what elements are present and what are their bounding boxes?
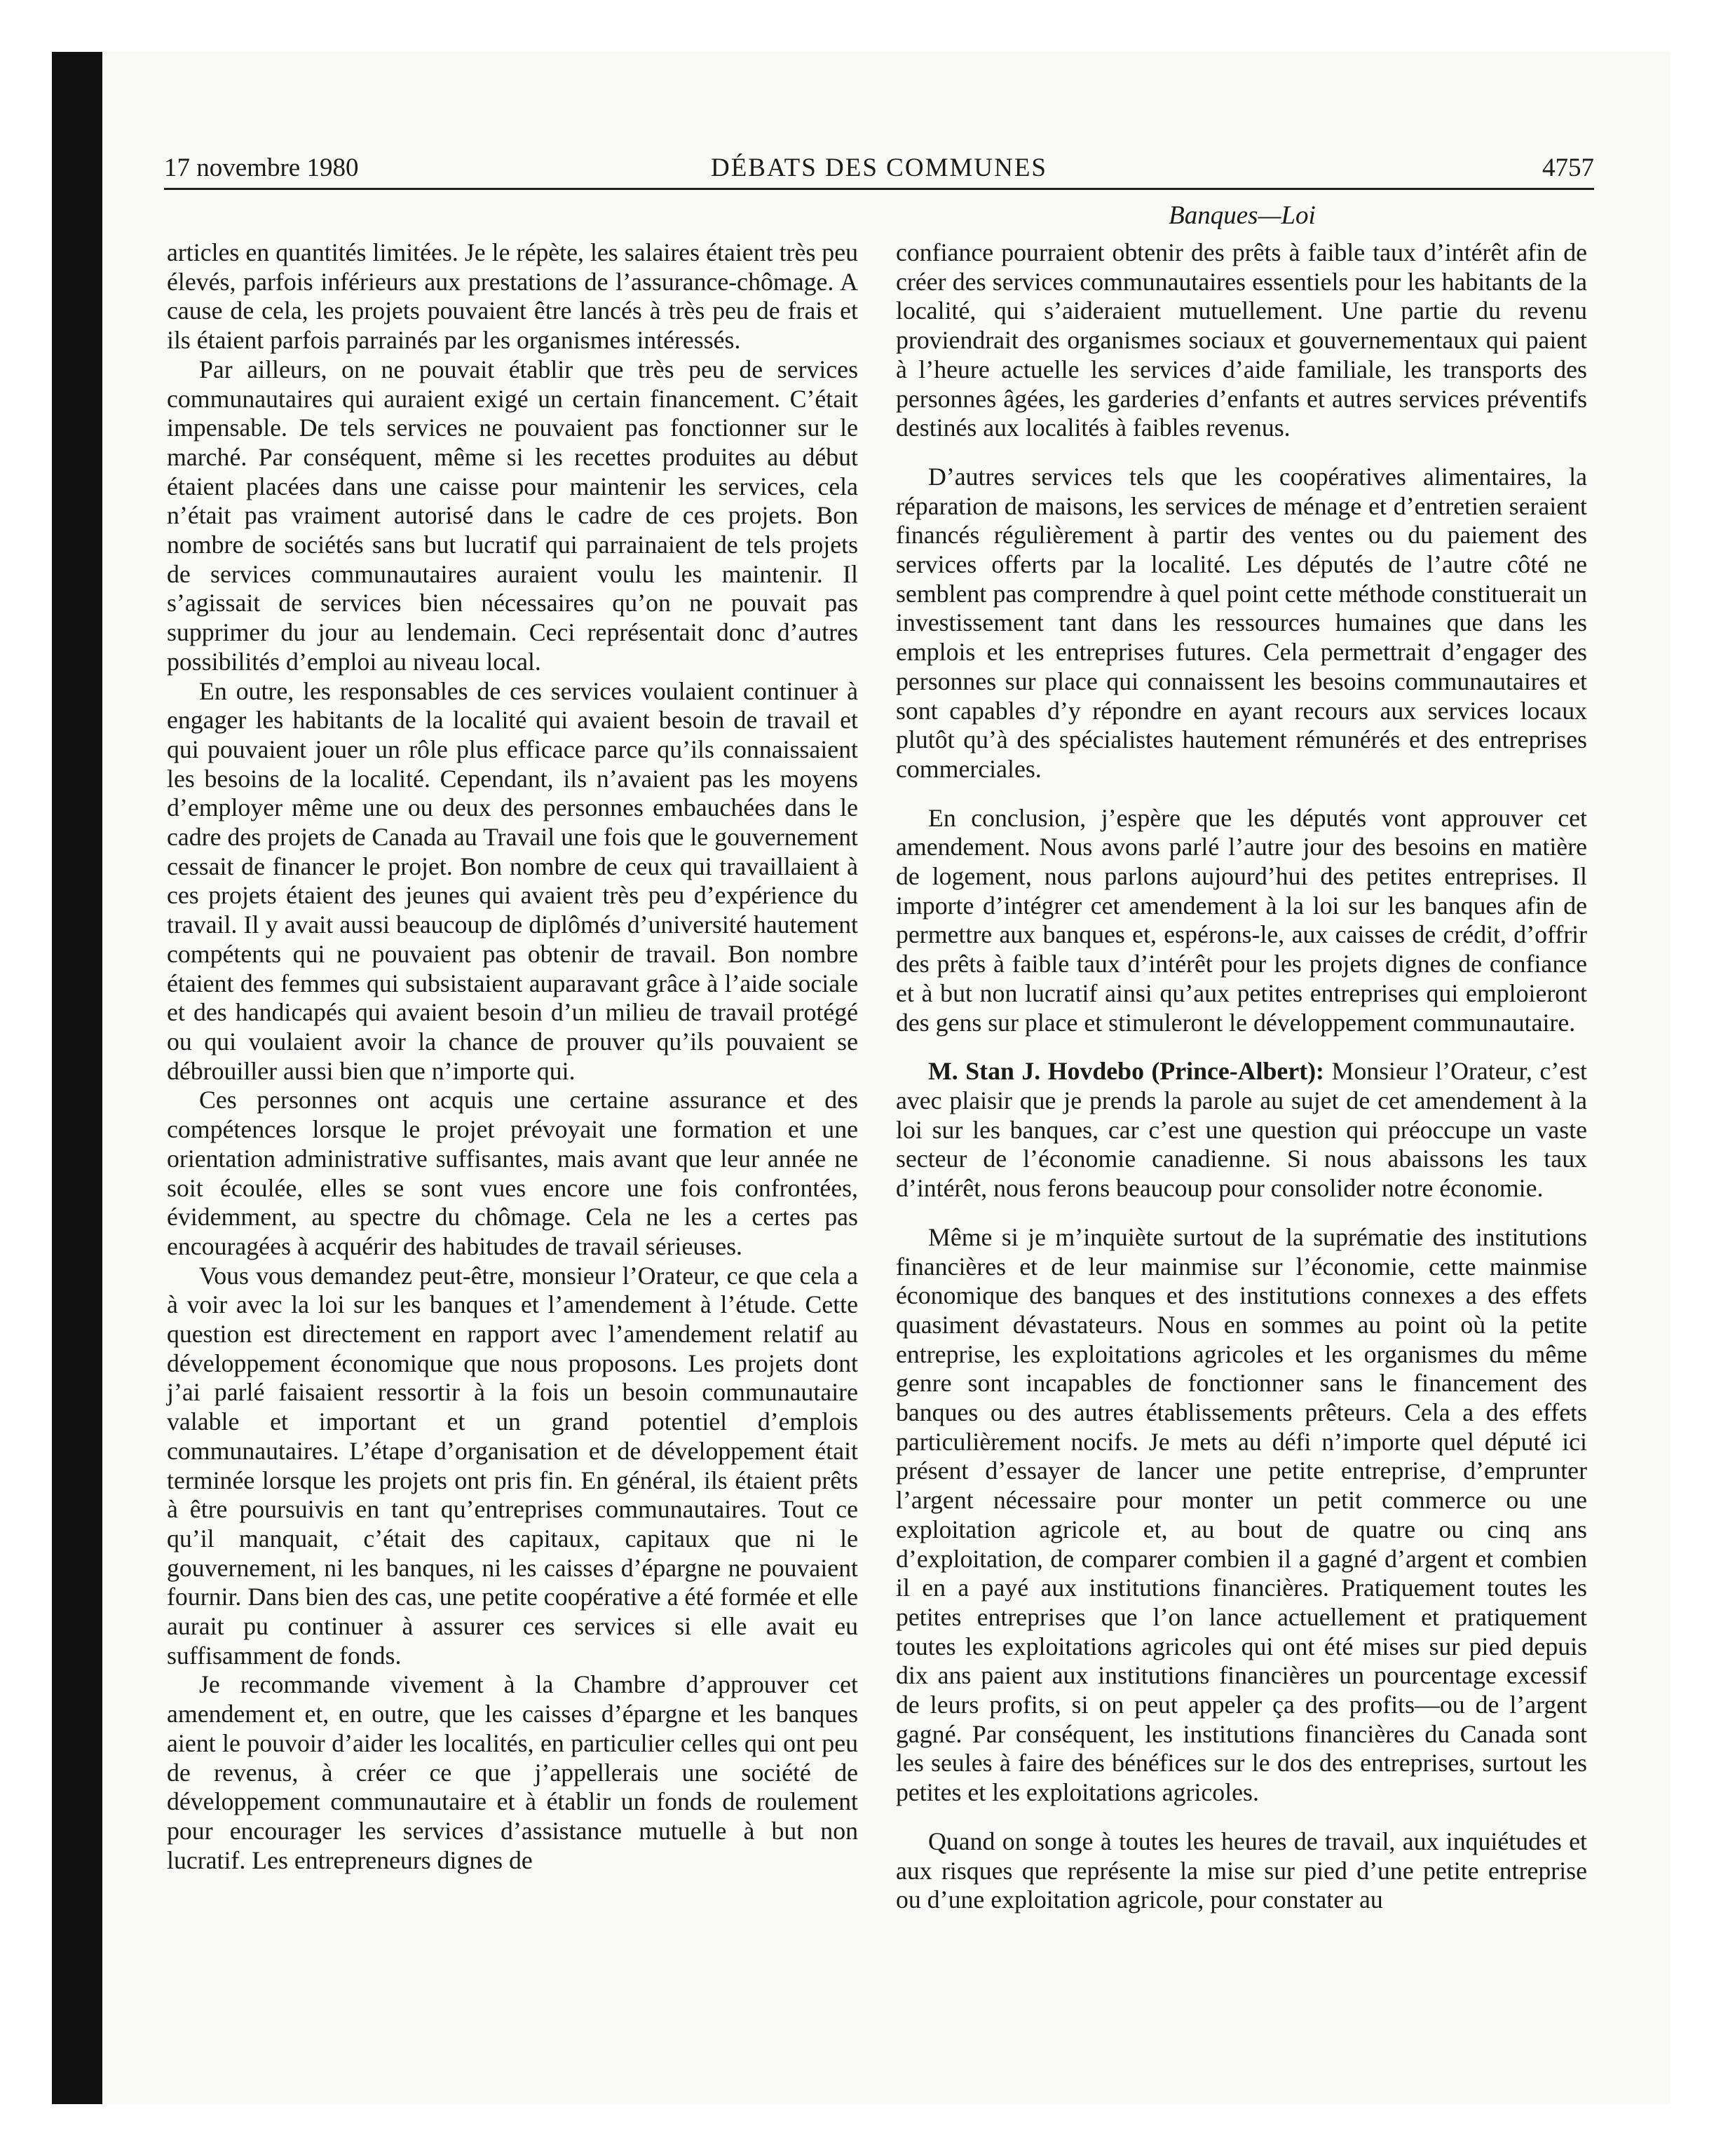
right-column xyxy=(896,238,1587,2047)
paragraph: En outre, les responsables de ces services voulaient continuer à engager les habitants de la localité qui avaient besoin de travail et qui pouvaient jouer un rôle plus efficace parce qu’ils connaissaient les besoins de la localité. Cependant, ils n’avaient pas les moyens d’employer même une ou deux des personnes embauchées dans le cadre des projets de Canada au Travail une fois que le gouvernement cessait de financer le projet. Bon nombre de ceux qui travaillaient à ces projets étaient des jeunes qui avaient très peu d’expérience du travail. Il y avait aussi beaucoup de diplômés d’université hautement compétents qui ne pouvaient pas obtenir de travail. Bon nombre étaient des femmes qui subsistaient auparavant grâce à l’aide sociale et des handicapés qui avaient besoin d’un milieu de travail protégé ou qui voulaient avoir la chance de prouver qu’ils pouvaient se débrouiller aussi bien que n’importe qui. xyxy=(167,676,858,1085)
header-date: 17 novembre 1980 xyxy=(164,153,359,182)
paragraph: En conclusion, j’espère que les députés vont approuver cet amendement. Nous avons parlé l’autre jour des besoins en matière de logement, nous parlons aujourd’hui des petites entreprises. Il importe d’intégrer cet amendement à la loi sur les banques afin de permettre aux banques et, espérons-le, aux caisses de crédit, d’offrir des prêts à faible taux d’intérêt pour les projets dignes de confiance et à but non lucratif ainsi qu’aux petites entreprises qui emploieront des gens sur place et stimuleront le développement communautaire. xyxy=(896,803,1587,1037)
speech-paragraph xyxy=(896,1057,1587,1203)
speaker-name: M. Stan J. Hovdebo (Prince-Albert): xyxy=(928,1057,1324,1086)
paragraph: Même si je m’inquiète surtout de la suprématie des institutions financières et de leur mainmise sur l’économie, cette mainmise économique des banques et des institutions connexes a des effets quasiment dévastateurs. Nous en sommes au point où la petite entreprise, les exploitations agricoles et les organismes du même genre sont incapables de fonctionner sans le financement des banques ou des autres établissements prêteurs. Cela a des effets particulièrement nocifs. Je mets au défi n’importe quel député ici présent d’essayer de lancer une petite entreprise, d’emprunter l’argent nécessaire pour monter un petit commerce ou une exploitation agricole et, au bout de quatre ou cinq ans d’exploitation, de comparer combien il a gagné d’argent et combien il en a payé aux institutions financières. Pratiquement toutes les petites entreprises que l’on lance actuellement et pratiquement toutes les exploitations agricoles qui ont été mises sur pied depuis dix ans paient aux institutions financières un pourcentage excessif de leurs profits, si on peut appeler ça des profits—ou de l’argent gagné. Par conséquent, les institutions financières du Canada sont les seules à faire des bénéfices sur le dos des entreprises, surtout les petites et les exploitations agricoles. xyxy=(896,1222,1587,1807)
paragraph: Je recommande vivement à la Chambre d’approuver cet amendement et, en outre, que les caisses d’épargne et les banques aient le pouvoir d’aider les localités, en particulier celles qui ont peu de revenus, à créer ce que j’appellerais une société de développement communautaire et à établir un fonds de roulement pour encourager les services d’assistance mutuelle à but non lucratif. Les entrepreneurs dignes de xyxy=(167,1670,858,1874)
paragraph: Quand on songe à toutes les heures de travail, aux inquiétudes et aux risques que représente la mise sur pied d’une petite entreprise ou d’une exploitation agricole, pour constater au xyxy=(896,1827,1587,1914)
header-title: DÉBATS DES COMMUNES xyxy=(710,153,1047,182)
paragraph: Vous vous demandez peut-être, monsieur l’Orateur, ce que cela a à voir avec la loi sur les banques et l’amendement à l’étude. Cette question est directement en rapport avec l’amendement relatif au développement économique que nous proposons. Les projets dont j’ai parlé faisaient ressortir à la fois un besoin communautaire valable et important et un grand potentiel d’emplois communautaires. L’étape d’organisation et de développement était terminée lorsque les projets ont pris fin. En général, ils étaient prêts à être poursuivis en tant qu’entreprises communautaires. Tout ce qu’il manquait, c’était des capitaux, capitaux que ni le gouvernement, ni les banques, ni les caisses d’épargne ne pouvaient fournir. Dans bien des cas, une petite coopérative a été formée et elle aurait pu continuer à assurer ces services si elle avait eu suffisamment de fonds. xyxy=(167,1261,858,1670)
paragraph: Par ailleurs, on ne pouvait établir que très peu de services communautaires qui auraient exigé un certain financement. C’était impensable. De tels services ne pouvaient pas fonctionner sur le marché. Par conséquent, même si les recettes produites au début étaient placées dans une caisse pour maintenir les services, cela n’était pas vraiment autorisé dans le cadre de ces projets. Bon nombre de sociétés sans but lucratif qui parrainaient de tels projets de services communautaires auraient voulu les maintenir. Il s’agissait de services bien nécessaires qu’on ne pouvait pas supprimer du jour au lendemain. Ceci représentait donc d’autres possibilités d’emploi au niveau local. xyxy=(167,355,858,676)
page-number: 4757 xyxy=(1542,153,1594,182)
section-heading: Banques—Loi xyxy=(1169,201,1316,230)
paragraph: Ces personnes ont acquis une certaine assurance et des compétences lorsque le projet prévoyait une formation et une orientation administrative suffisantes, mais avant que leur année ne soit écoulée, elles se sont vues encore une fois confrontées, évidemment, au spectre du chômage. Cela ne les a certes pas encouragées à acquérir des habitudes de travail sérieuses. xyxy=(167,1086,858,1260)
running-header xyxy=(164,149,1594,190)
speech-text: Monsieur l’Orateur, c’est avec plaisir que je prends la parole au sujet de cet amendement à la loi sur les banques, car c’est une question qui préoccupe un vaste secteur de l’économie canadienne. Si nous abaissons les taux d’intérêt, nous ferons beaucoup pour consolider notre économie. xyxy=(896,1057,1587,1203)
paragraph: articles en quantités limitées. Je le répète, les salaires étaient très peu élevés, parfois inférieurs aux prestations de l’assurance-chômage. A cause de cela, les projets pouvaient être lancés à très peu de frais et ils étaient parfois parrainés par les organismes intéressés. xyxy=(167,238,858,355)
left-column xyxy=(167,238,858,2047)
scan-border xyxy=(52,52,102,2104)
paragraph: confiance pourraient obtenir des prêts à faible taux d’intérêt afin de créer des services communautaires essentiels pour les habitants de la localité, qui s’aideraient mutuellement. Une partie du revenu proviendrait des organismes sociaux et gouvernementaux qui paient à l’heure actuelle les services d’aide familiale, les transports des personnes âgées, les garderies d’enfants et autres services préventifs destinés aux localités à faibles revenus. xyxy=(896,238,1587,442)
paragraph: D’autres services tels que les coopératives alimentaires, la réparation de maisons, les services de ménage et d’entretien seraient financés régulièrement à partir des ventes ou du paiement des services offerts par la localité. Les députés de l’autre côté ne semblent pas comprendre à quel point cette méthode constituerait un investissement tant dans les ressources humaines que dans les emplois et les entreprises futures. Cela permettrait d’engager des personnes sur place qui connaissent les besoins communautaires et sont capables d’y répondre en ayant recours aux services locaux plutôt qu’à des spécialistes hautement rémunérés et des entreprises commerciales. xyxy=(896,462,1587,783)
